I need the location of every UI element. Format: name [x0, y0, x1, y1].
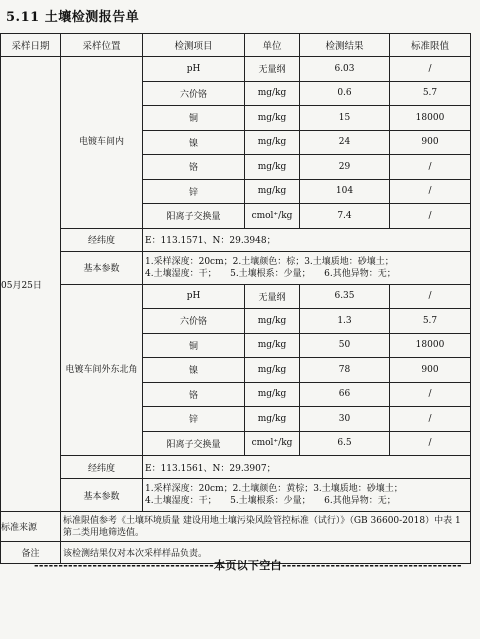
header-unit: 单位: [245, 34, 300, 57]
item-cell: 镍: [143, 358, 245, 383]
header-location: 采样位置: [61, 34, 143, 57]
params-value: [143, 251, 471, 284]
result-cell: 30: [300, 407, 390, 432]
coords-row: [1, 228, 471, 251]
unit-cell: mg/kg: [245, 106, 300, 131]
result-cell: 6.35: [300, 284, 390, 309]
coords-row: [1, 456, 471, 479]
result-cell: 104: [300, 179, 390, 204]
params-line: 1.采样深度：20cm；2.土壤颜色：棕；3.土壤质地：砂壤土；: [145, 256, 394, 267]
unit-cell: mg/kg: [245, 382, 300, 407]
params-line: 1.采样深度：20cm；2.土壤颜色：黄棕；3.土壤质地：砂壤土；: [145, 484, 403, 494]
header-row: [1, 34, 471, 57]
unit-cell: mg/kg: [245, 333, 300, 358]
limit-cell: 900: [390, 130, 471, 155]
result-cell: 15: [300, 106, 390, 131]
page-title: 5.11 土壤检测报告单: [6, 10, 140, 25]
limit-cell: 5.7: [390, 309, 471, 334]
blank-below-notice: -------------------------------------本页以下空白-------------------------------------: [34, 559, 462, 572]
table-body: [1, 57, 471, 564]
standard-label: 标准来源: [1, 512, 61, 542]
header-item: 检测项目: [143, 34, 245, 57]
limit-cell: /: [390, 179, 471, 204]
unit-cell: mg/kg: [245, 309, 300, 334]
item-cell: 阳离子交换量: [143, 431, 245, 456]
unit-cell: mg/kg: [245, 407, 300, 432]
unit-cell: mg/kg: [245, 358, 300, 383]
header-sample-date: 采样日期: [1, 34, 61, 57]
unit-cell: 无量纲: [245, 284, 300, 309]
note-label: 备注: [1, 542, 61, 564]
limit-cell: 5.7: [390, 81, 471, 106]
coords-value: E：113.1561、N：29.3907；: [143, 456, 471, 479]
sample-date: 05月25日: [1, 57, 61, 512]
coords-label: 经纬度: [61, 228, 143, 251]
item-cell: 铜: [143, 333, 245, 358]
result-cell: 7.4: [300, 204, 390, 229]
result-cell: 78: [300, 358, 390, 383]
limit-cell: /: [390, 382, 471, 407]
unit-cell: 无量纲: [245, 57, 300, 82]
item-cell: 铬: [143, 382, 245, 407]
note-text: 该检测结果仅对本次采样样品负责。: [61, 542, 471, 564]
unit-cell: cmol⁺/kg: [245, 431, 300, 456]
result-cell: 6.03: [300, 57, 390, 82]
coords-value: E：113.1571、N：29.3948；: [143, 228, 471, 251]
unit-cell: mg/kg: [245, 179, 300, 204]
table-row: [1, 57, 471, 82]
standard-row: [1, 512, 471, 542]
item-cell: 铬: [143, 155, 245, 180]
limit-cell: /: [390, 284, 471, 309]
item-cell: 阳离子交换量: [143, 204, 245, 229]
result-cell: 24: [300, 130, 390, 155]
item-cell: 镍: [143, 130, 245, 155]
params-row: [1, 479, 471, 512]
limit-cell: 18000: [390, 333, 471, 358]
params-value: [143, 479, 471, 512]
item-cell: 锌: [143, 179, 245, 204]
result-cell: 66: [300, 382, 390, 407]
unit-cell: mg/kg: [245, 130, 300, 155]
limit-cell: /: [390, 431, 471, 456]
coords-label: 经纬度: [61, 456, 143, 479]
result-cell: 1.3: [300, 309, 390, 334]
header-result: 检测结果: [300, 34, 390, 57]
limit-cell: 900: [390, 358, 471, 383]
params-line: 4.土壤湿度：干； 5.土壤根系：少量； 6.其他异物：无；: [145, 496, 396, 506]
params-label: 基本参数: [61, 479, 143, 512]
params-row: [1, 251, 471, 284]
standard-text: 标准限值参考《土壤环境质量 建设用地土壤污染风险管控标准（试行）》（GB 36600-2018）中表 1 第二类用地筛选值。: [61, 512, 471, 542]
item-cell: pH: [143, 284, 245, 309]
unit-cell: mg/kg: [245, 155, 300, 180]
table-row: [1, 284, 471, 309]
result-cell: 29: [300, 155, 390, 180]
limit-cell: /: [390, 57, 471, 82]
item-cell: 六价铬: [143, 309, 245, 334]
item-cell: pH: [143, 57, 245, 82]
item-cell: 铜: [143, 106, 245, 131]
params-line: 4.土壤湿度：干； 5.土壤根系：少量； 6.其他异物：无；: [145, 268, 396, 279]
soil-report-table: [0, 33, 471, 564]
item-cell: 锌: [143, 407, 245, 432]
result-cell: 6.5: [300, 431, 390, 456]
result-cell: 0.6: [300, 81, 390, 106]
params-label: 基本参数: [61, 251, 143, 284]
header-limit: 标准限值: [390, 34, 471, 57]
unit-cell: cmol⁺/kg: [245, 204, 300, 229]
location-name: 电镀车间外东北角: [61, 284, 143, 456]
limit-cell: /: [390, 155, 471, 180]
limit-cell: 18000: [390, 106, 471, 131]
limit-cell: /: [390, 204, 471, 229]
result-cell: 50: [300, 333, 390, 358]
location-name: 电镀车间内: [61, 57, 143, 229]
item-cell: 六价铬: [143, 81, 245, 106]
limit-cell: /: [390, 407, 471, 432]
unit-cell: mg/kg: [245, 81, 300, 106]
